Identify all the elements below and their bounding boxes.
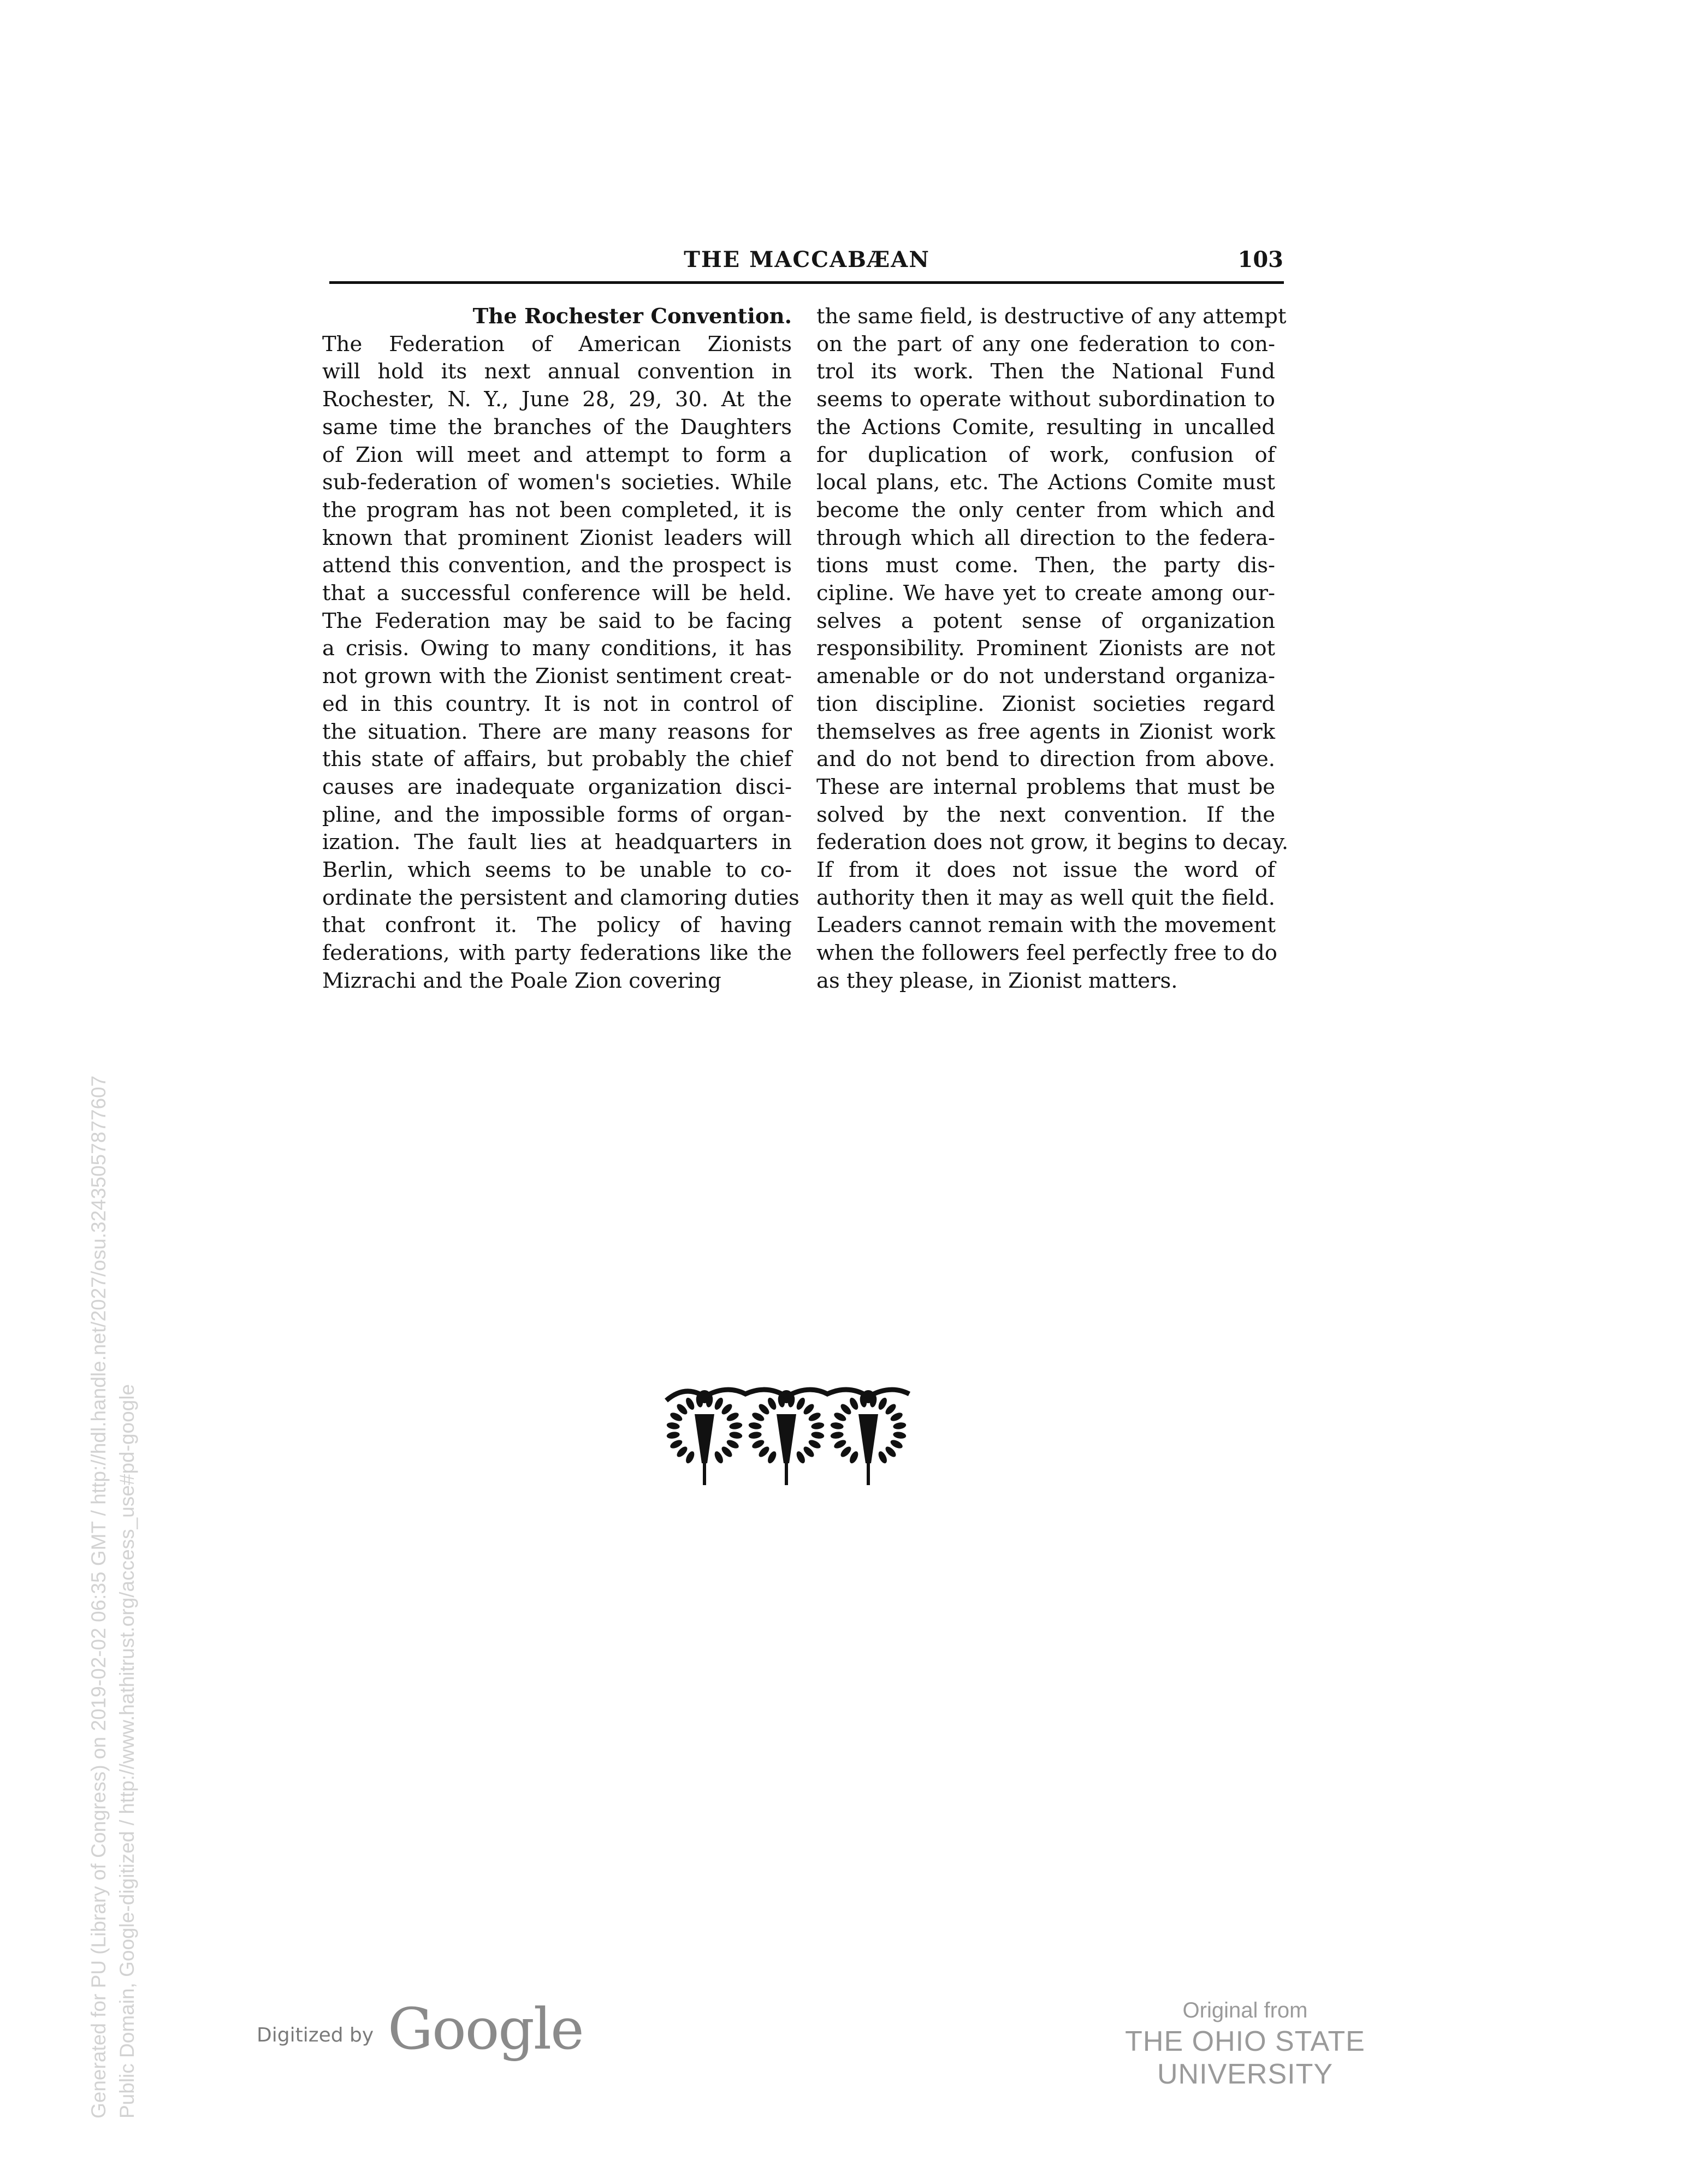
- text-line: solved by the next convention. If the: [816, 802, 1275, 827]
- wreath-icon: [666, 1390, 743, 1485]
- text-line: the Actions Comite, resulting in uncalled: [816, 414, 1275, 440]
- google-logo: Google: [388, 1996, 583, 2062]
- journal-title: THE MACCABÆAN: [684, 247, 930, 272]
- wreath-icon: [748, 1390, 825, 1485]
- text-line: local plans, etc. The Actions Comite must: [816, 470, 1275, 495]
- text-line: Berlin, which seems to be unable to co-: [322, 858, 792, 883]
- text-line: for duplication of work, confusion of: [816, 442, 1275, 467]
- text-line: become the only center from which and: [816, 497, 1275, 523]
- text-line: ed in this country. It is not in control of: [322, 691, 792, 716]
- text-line: same time the branches of the Daughters: [322, 414, 792, 440]
- original-from-notice: [1038, 1998, 1453, 2091]
- text-line: the situation. There are many reasons for: [322, 719, 792, 744]
- margin-watermark: [85, 153, 141, 2118]
- text-line: responsibility. Prominent Zionists are not: [816, 636, 1275, 661]
- text-line: selves a potent sense of organization: [816, 608, 1275, 633]
- text-line: on the part of any one federation to con-: [816, 331, 1275, 357]
- text-line: Mizrachi and the Poale Zion covering: [322, 968, 721, 993]
- text-line: causes are inadequate organization disci-: [322, 774, 792, 799]
- text-line: of Zion will meet and attempt to form a: [322, 442, 792, 467]
- text-line: federations, with party federations like the: [322, 941, 792, 966]
- text-line: ization. The fault lies at headquarters in: [322, 830, 792, 855]
- digitized-by-label: Digitized by: [257, 2024, 374, 2046]
- text-line: The Federation may be said to be facing: [322, 608, 792, 633]
- university-name: THE OHIO STATE UNIVERSITY: [1125, 2026, 1365, 2090]
- right-column: [816, 303, 1289, 995]
- text-line: federation does not grow, it begins to decay.: [816, 830, 1289, 855]
- text-line: pline, and the impossible forms of organ-: [322, 802, 792, 827]
- text-line: themselves as free agents in Zionist work: [816, 719, 1275, 744]
- text-line: attend this convention, and the prospect is: [322, 553, 792, 578]
- text-line: ordinate the persistent and clamoring duties: [322, 885, 799, 910]
- text-line: If from it does not issue the word of: [816, 858, 1275, 883]
- text-line: Leaders cannot remain with the movement: [816, 913, 1276, 938]
- left-column: [322, 303, 799, 995]
- text-line: that a successful conference will be held.: [322, 581, 792, 606]
- text-line: amenable or do not understand organiza-: [816, 664, 1275, 689]
- text-line: this state of affairs, but probably the chief: [322, 747, 792, 772]
- original-from-label: Original from: [1182, 1998, 1308, 2022]
- text-line: the same field, is destructive of any attempt: [816, 304, 1287, 329]
- text-line: The Federation of American Zionists: [322, 331, 792, 357]
- text-line: These are internal problems that must be: [816, 774, 1275, 799]
- text-line: and do not bend to direction from above.: [816, 747, 1275, 772]
- running-head: [330, 247, 1283, 280]
- watermark-line-2: Public Domain, Google-digitized / http://www.hathitrust.org/access_use#pd-google: [116, 1384, 138, 2118]
- text-line: known that prominent Zionist leaders will: [322, 525, 792, 550]
- watermark-line-1: Generated for PU (Library of Congress) on 2019-02-02 06:35 GMT / http://hdl.handle.net/2027/osu.32435057877607: [87, 1075, 110, 2118]
- article-heading: The Rochester Convention.: [472, 304, 792, 329]
- text-line: through which all direction to the federa-: [816, 525, 1275, 550]
- text-line: a crisis. Owing to many conditions, it has: [322, 636, 792, 661]
- text-line: seems to operate without subordination to: [816, 387, 1275, 412]
- text-line: cipline. We have yet to create among our-: [816, 581, 1275, 606]
- text-line: Rochester, N. Y., June 28, 29, 30. At the: [322, 387, 792, 412]
- header-rule: [329, 281, 1284, 284]
- text-line: will hold its next annual convention in: [322, 359, 792, 384]
- text-line: tions must come. Then, the party dis-: [816, 553, 1275, 578]
- text-line: not grown with the Zionist sentiment creat-: [322, 664, 792, 689]
- text-line: the program has not been completed, it is: [322, 497, 792, 523]
- text-line: that confront it. The policy of having: [322, 913, 792, 938]
- digitized-by-google: [257, 1996, 639, 2062]
- text-line: as they please, in Zionist matters.: [816, 968, 1178, 993]
- text-line: sub-federation of women's societies. While: [322, 470, 792, 495]
- text-line: when the followers feel perfectly free to do: [816, 941, 1277, 966]
- text-line: tion discipline. Zionist societies regard: [816, 691, 1275, 716]
- wreath-icon: [830, 1390, 907, 1485]
- text-line: authority then it may as well quit the field.: [816, 885, 1275, 910]
- page-number: 103: [1237, 247, 1283, 272]
- text-line: trol its work. Then the National Fund: [816, 359, 1275, 384]
- wreath-and-torch-ornament-icon: [661, 1379, 912, 1493]
